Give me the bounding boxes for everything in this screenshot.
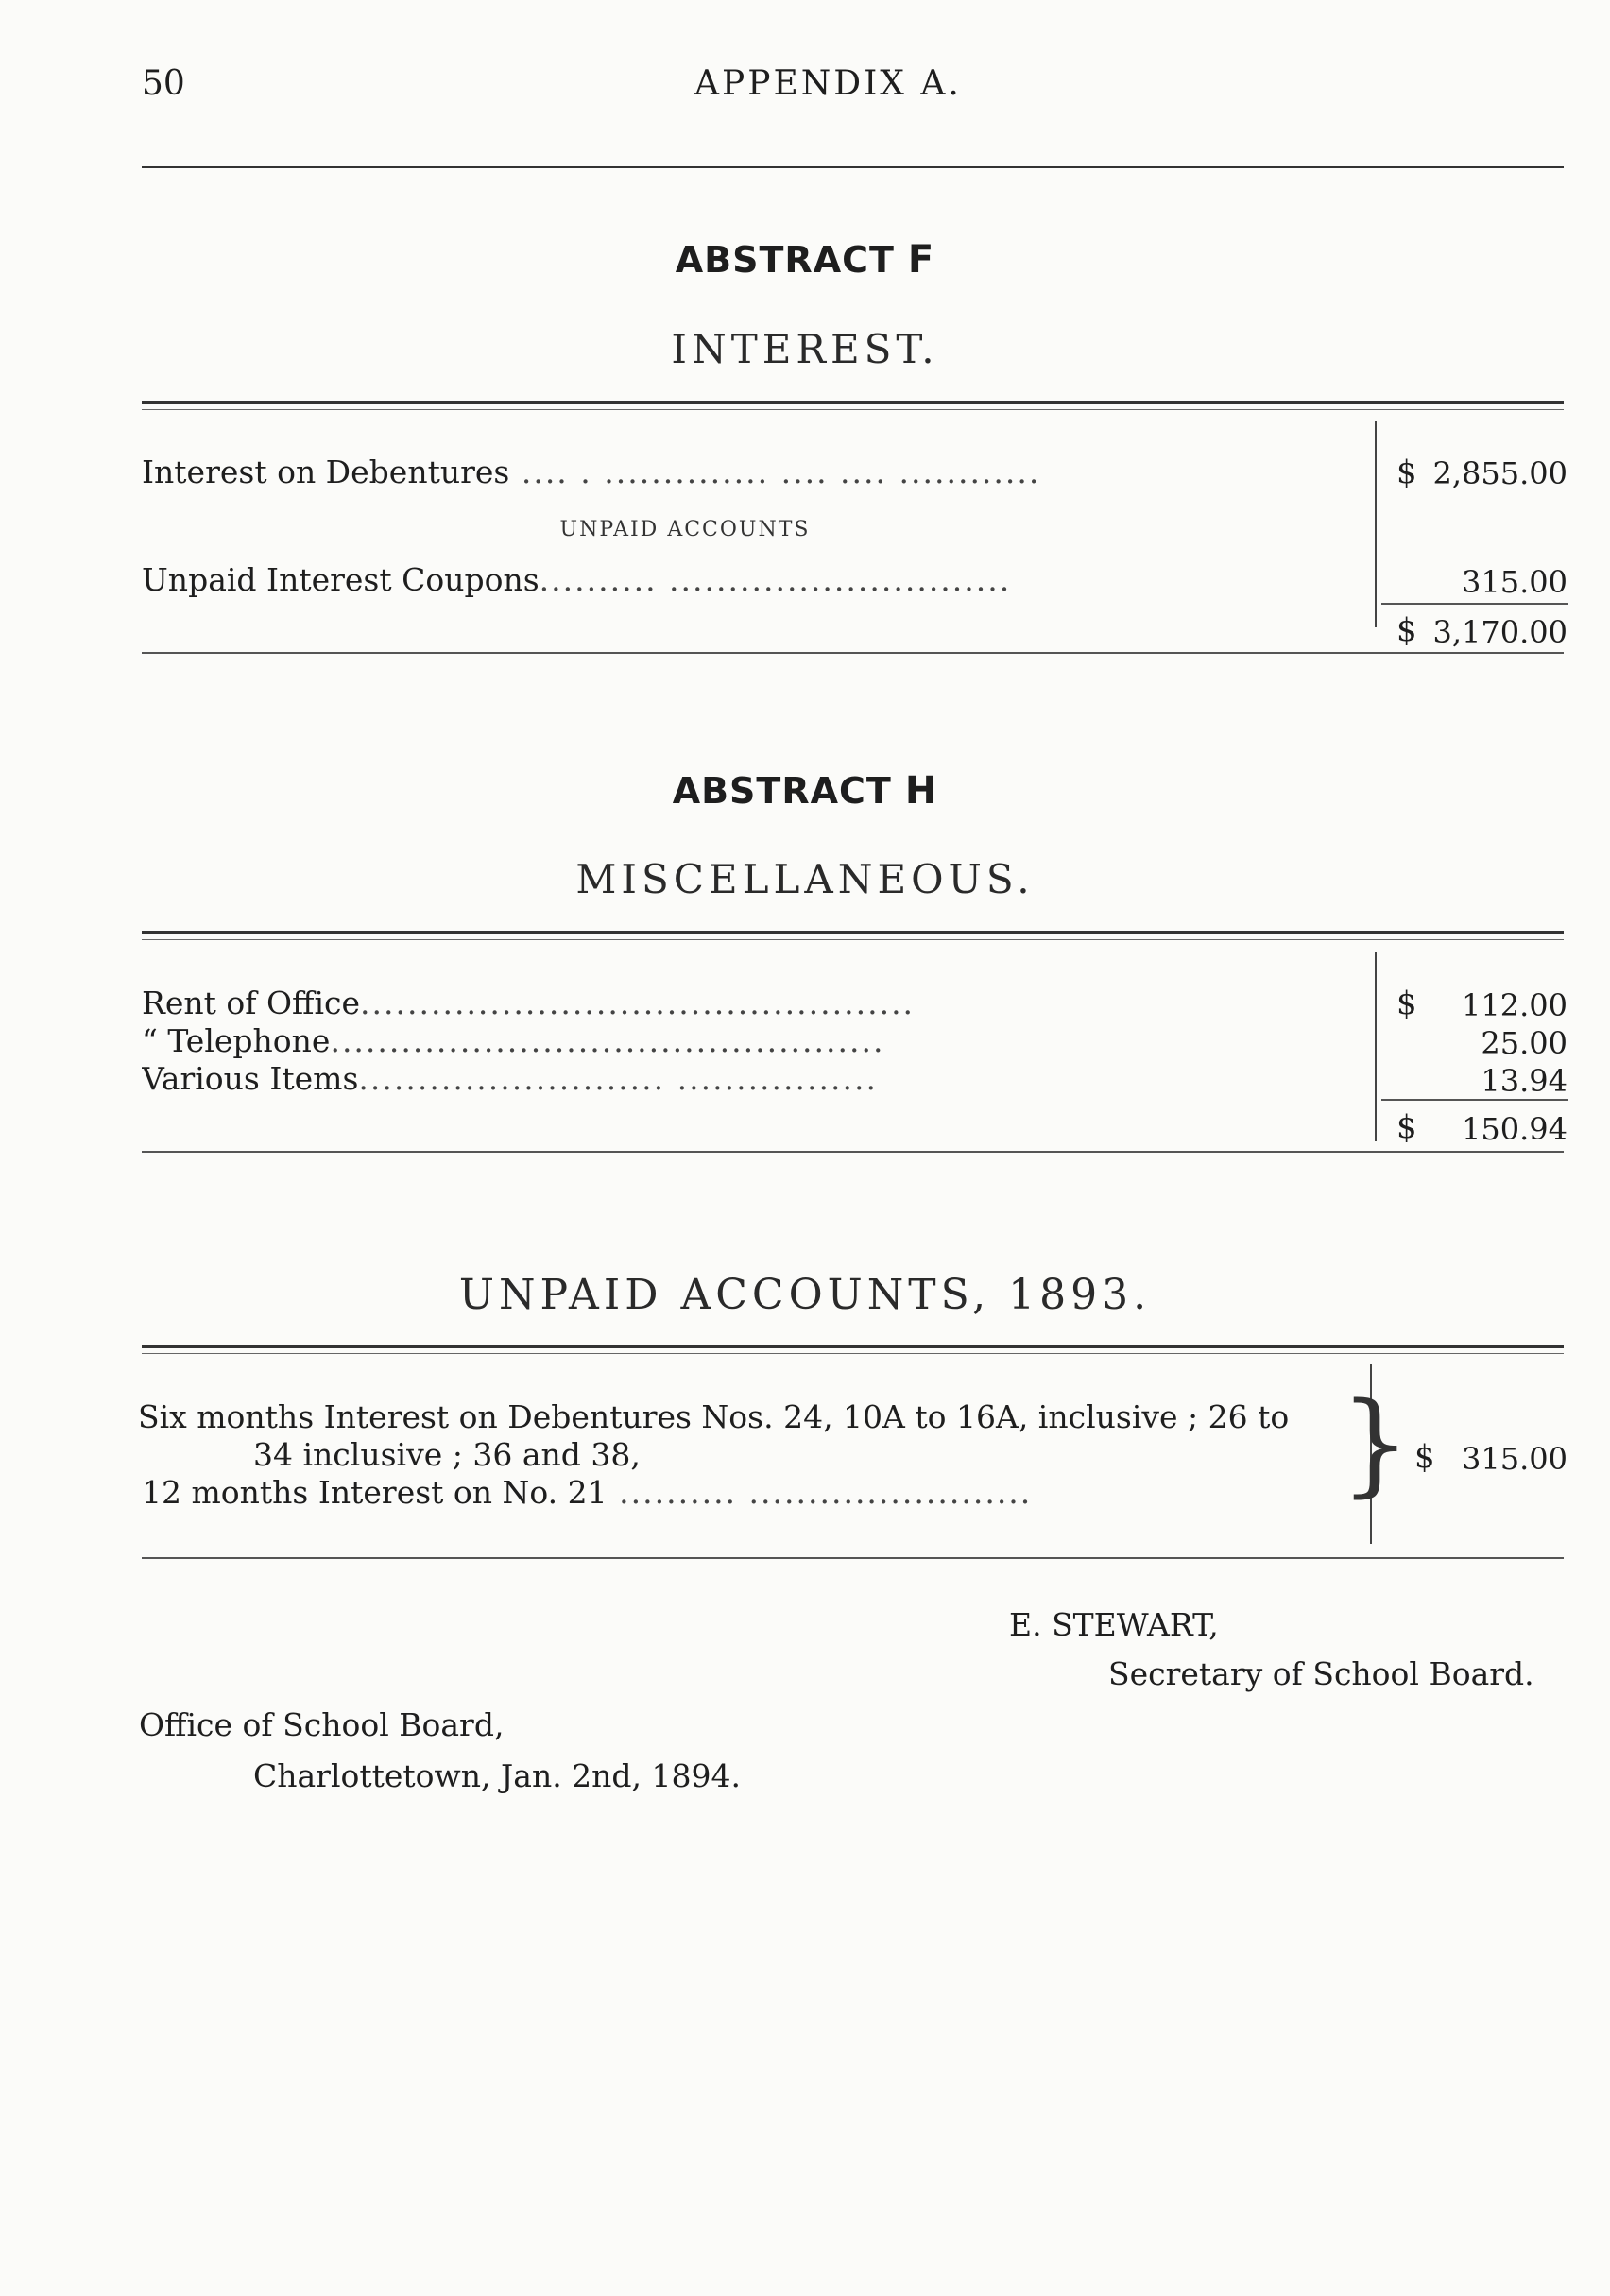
abstract-f-double-rule-bottom [142,409,1564,410]
abstract-f-heading [0,238,1610,282]
abstract-h-row-1: Rent of Office............................................... [142,985,916,1021]
abstract-h-total-currency: $ [1396,1108,1417,1146]
abstract-f-row-2-amount: 315.00 [1462,564,1567,600]
abstract-f-subheading: UNPAID ACCOUNTS [559,518,811,541]
unpaid-double-rule-top [142,1345,1564,1348]
unpaid-amount: 315.00 [1462,1441,1567,1477]
abstract-f-label: ABSTRACT [675,239,895,281]
abstract-h-row-3: Various Items.......................... ................. [142,1060,878,1097]
abstract-h-row-1-currency: $ [1396,985,1417,1022]
abstract-h-subtotal-rule [1381,1099,1568,1101]
signatory-role: Secretary of School Board. [1108,1655,1534,1692]
abstract-h-row-1-amount: 112.00 [1462,987,1567,1023]
abstract-f-subtotal-rule [1381,603,1568,605]
header-rule [142,166,1564,168]
right-brace: } [1340,1378,1412,1508]
unpaid-bottom-rule [142,1557,1564,1559]
abstract-h-double-rule-top [142,931,1564,934]
abstract-f-letter: F [907,238,935,282]
abstract-h-row-3-amount: 13.94 [1481,1063,1567,1099]
header-title: APPENDIX A. [694,64,962,103]
abstract-h-letter: H [904,769,938,813]
unpaid-line-3: 12 months Interest on No. 21 .......... ........................ [142,1474,1033,1511]
abstract-f-bottom-rule [142,652,1564,654]
abstract-h-title: MISCELLANEOUS. [575,856,1035,902]
abstract-f-total-currency: $ [1396,611,1417,649]
abstract-f-title: INTEREST. [671,326,939,372]
abstract-f-row-1-amount: 2,855.00 [1432,455,1567,491]
abstract-h-row-2-amount: 25.00 [1481,1025,1567,1061]
abstract-h-row-2: “ Telephone............................................... [142,1022,885,1059]
signatory-name: E. STEWART, [1009,1606,1219,1643]
abstract-h-heading [0,769,1610,813]
page-number: 50 [142,64,185,103]
abstract-f-column-divider [1375,421,1377,627]
place-date-line: Charlottetown, Jan. 2nd, 1894. [253,1757,741,1794]
abstract-f-row-2: Unpaid Interest Coupons.......... ............................. [142,561,1012,598]
unpaid-title: UNPAID ACCOUNTS, 1893. [458,1271,1152,1319]
unpaid-double-rule-bottom [142,1353,1564,1354]
running-head [142,64,1553,111]
abstract-f-double-rule-top [142,401,1564,404]
office-line: Office of School Board, [139,1706,505,1743]
abstract-h-double-rule-bottom [142,939,1564,940]
abstract-h-label: ABSTRACT [672,770,892,812]
abstract-f-total: 3,170.00 [1432,614,1567,650]
abstract-f-row-1-currency: $ [1396,454,1417,491]
unpaid-line-1: Six months Interest on Debentures Nos. 24, 10A to 16A, inclusive ; 26 to [138,1398,1290,1435]
abstract-h-total: 150.94 [1462,1111,1567,1147]
abstract-f-row-1: Interest on Debentures .... . .............. .... .... ............ [142,454,1041,490]
unpaid-line-2: 34 inclusive ; 36 and 38, [253,1436,641,1473]
abstract-h-bottom-rule [142,1151,1564,1153]
unpaid-currency: $ [1414,1438,1435,1476]
abstract-h-column-divider [1375,952,1377,1141]
